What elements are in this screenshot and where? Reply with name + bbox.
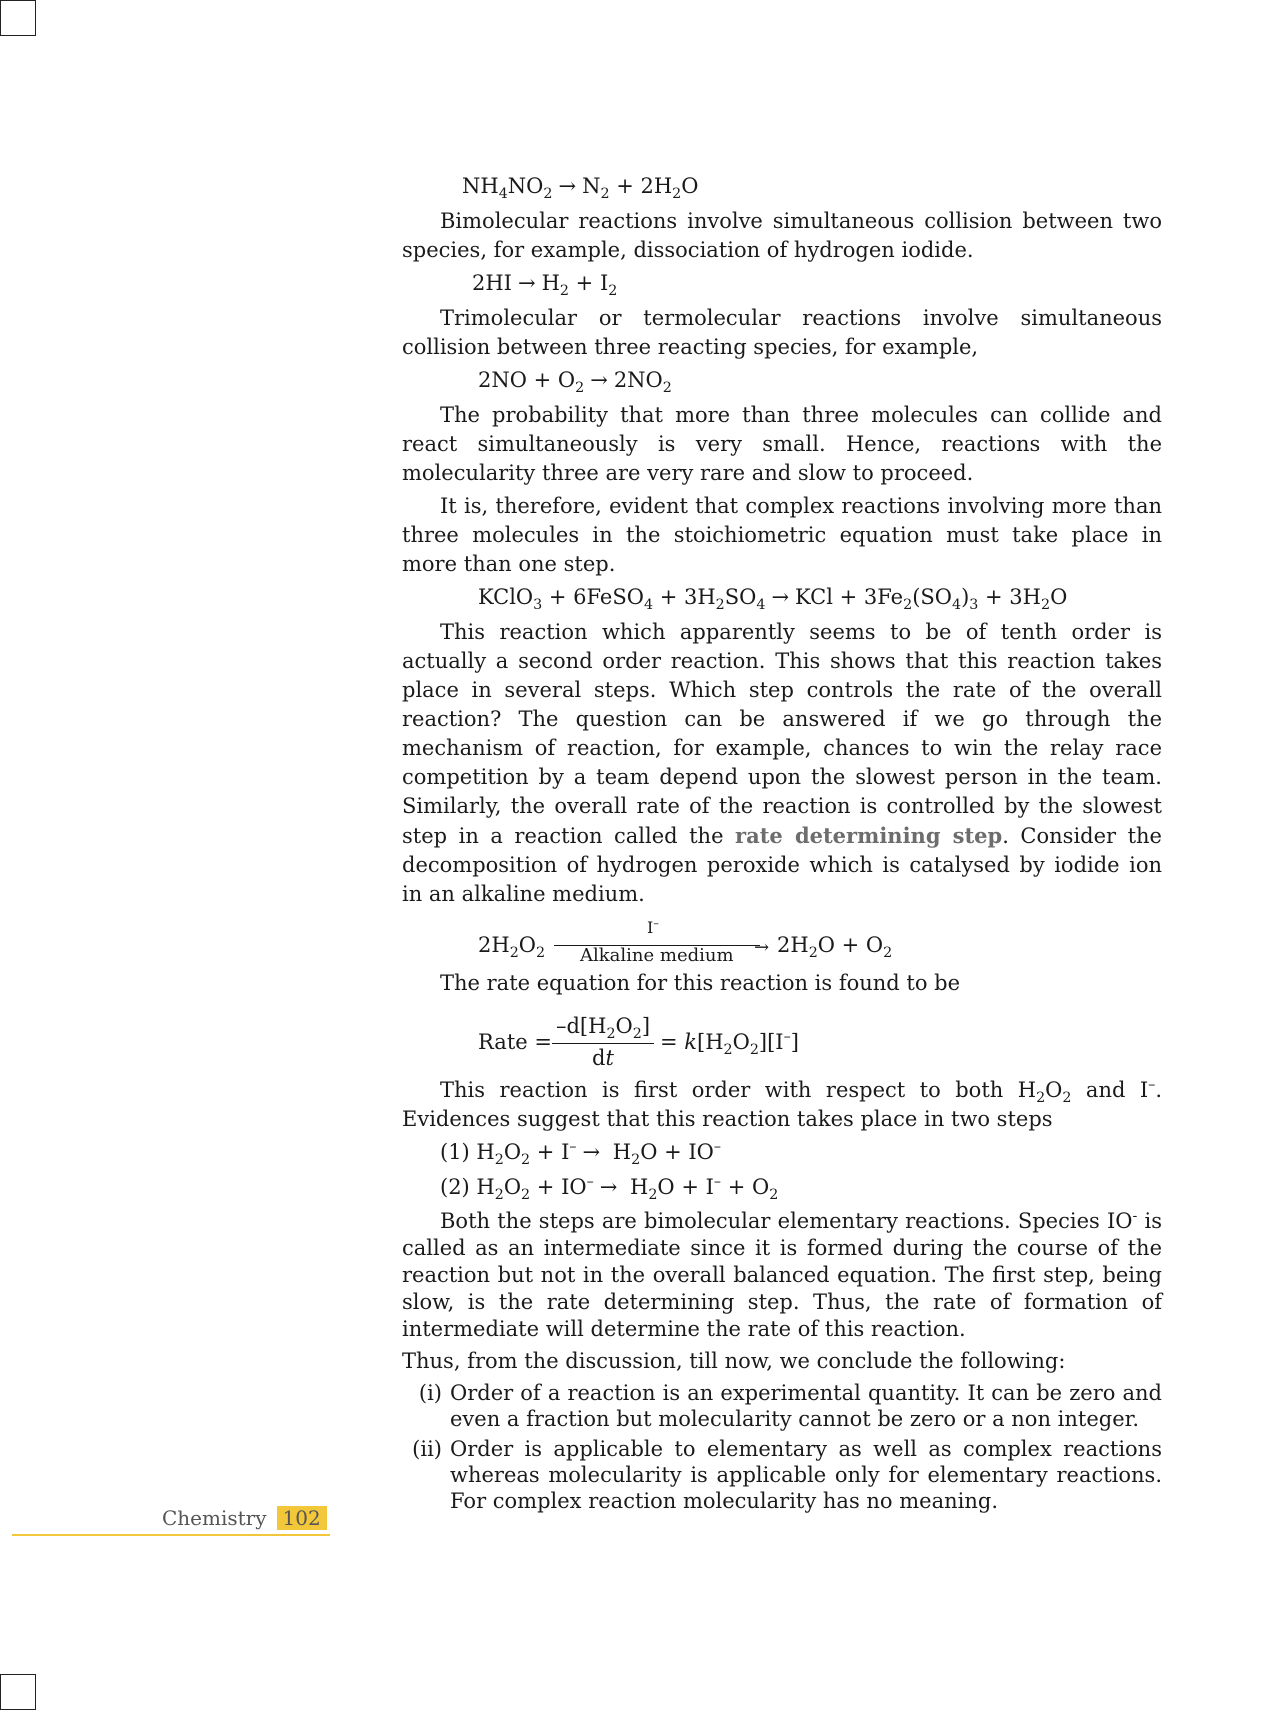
equation-h2o2-decomposition: $2H_2O_2$ I– → Alkaline medium $2H_2O + O_2$ bbox=[402, 919, 1162, 963]
paragraph-probability: The probability that more than three molecules can collide and react simultaneously is very small. Hence, reactions with the molecularity three are very rare and slow to proceed. bbox=[402, 403, 1162, 485]
paragraph-complex-reactions: It is, therefore, evident that complex reactions involving more than three molecules in the stoichiometric equation must take place in more than one step. bbox=[402, 494, 1162, 576]
crop-mark-top-left bbox=[0, 0, 36, 36]
reaction-arrow: → bbox=[590, 368, 608, 392]
paragraph-bimolecular: Bimolecular reactions involve simultaneous collision between two species, for example, dissociation of hydrogen iodide. bbox=[402, 209, 1162, 262]
reaction-arrow: → bbox=[599, 1175, 618, 1199]
paragraph-first-order: This reaction is first order with respect to both $H_2O_2$ and I–. Evidences suggest that this reaction takes place in two steps bbox=[402, 1077, 1163, 1131]
catalyst-label: I– bbox=[647, 917, 659, 937]
paragraph-both-steps: Both the steps are bimolecular elementary reactions. Species IO- is called as an intermediate since it is formed during the course of the reaction but not in the overall balanced equation. The first step, being slow, is the rate determining step. Thus, the rate of formation of intermediate will determine the rate of this reaction. bbox=[402, 1208, 1162, 1341]
reaction-arrow: → bbox=[771, 585, 790, 609]
paragraph-rate-found: The rate equation for this reaction is found to be bbox=[440, 971, 961, 995]
paragraph-trimolecular: Trimolecular or termolecular reactions involve simultaneous collision between three reacting species, for example, bbox=[402, 306, 1162, 359]
rate-equation: Rate = $\frac{-d[H_2O_2]}{dt}$ = $k[H_2O_2][I^-]$ bbox=[402, 1012, 1162, 1072]
page-content bbox=[402, 168, 1162, 1518]
equation-nh4no2: $NH_4NO_2 \to N_2 + 2H_2O$ bbox=[462, 174, 699, 202]
page-number: 102 bbox=[277, 1506, 327, 1530]
footer-rule bbox=[12, 1534, 330, 1536]
mechanism-step-2: (2) $H_2O_2 + IO^- \to H_2O + I^- + O_2$ bbox=[440, 1174, 779, 1203]
equation-hi: $2HI \to H_2 + I_2$ bbox=[472, 271, 618, 299]
reaction-arrow-head: → bbox=[754, 937, 770, 958]
paragraph-tenth-order: This reaction which apparently seems to be of tenth order is actually a second order reaction. This shows that this reaction takes place in several steps. Which step controls the rate of the overall reaction? The question can be answered if we go through the mechanism of reaction, for example, chances to win the relay race competition by a team depend upon the slowest person in the team. Similarly, the overall rate of the reaction is controlled by the slowest step in a reaction called the rate determining step. Consider the decomposition of hydrogen peroxide which is catalysed by iodide ion in an alkaline medium. bbox=[402, 620, 1162, 906]
rate-fraction: $\frac{-d[H_2O_2]}{dt}$ bbox=[552, 1012, 654, 1073]
list-item: (ii) Order is applicable to elementary as well as complex reactions whereas molecularity is applicable only for elementary reactions. For complex reaction molecularity has no meaning. bbox=[412, 1437, 1162, 1513]
list-item: (i) Order of a reaction is an experimental quantity. It can be zero and even a fraction but molecularity cannot be zero or a non integer. bbox=[418, 1381, 1162, 1431]
conclusions-list bbox=[402, 1380, 1162, 1514]
page-footer bbox=[162, 1506, 327, 1530]
equation-kclo3: KClO$_3$ + 6FeSO$_4$ + $3H_2SO_4$ → KCl + $3Fe_2(SO_4)_3 + 3H_2O$ bbox=[478, 585, 1068, 613]
crop-mark-bottom-left bbox=[0, 1674, 36, 1710]
reaction-arrow: → bbox=[517, 271, 536, 295]
footer-subject: Chemistry bbox=[162, 1506, 267, 1530]
condition-label: Alkaline medium bbox=[580, 945, 734, 966]
paragraph-conclude: Thus, from the discussion, till now, we conclude the following: bbox=[402, 1349, 1066, 1373]
term-rate-determining-step: rate determining step bbox=[735, 823, 1003, 848]
equation-no: $2NO + O_2 \to 2NO_2$ bbox=[478, 368, 672, 396]
reaction-arrow: → bbox=[582, 1140, 601, 1164]
reaction-arrow: → bbox=[558, 174, 577, 198]
mechanism-step-1: (1) $H_2O_2 + I^- \to H_2O + IO^-$ bbox=[440, 1139, 722, 1168]
